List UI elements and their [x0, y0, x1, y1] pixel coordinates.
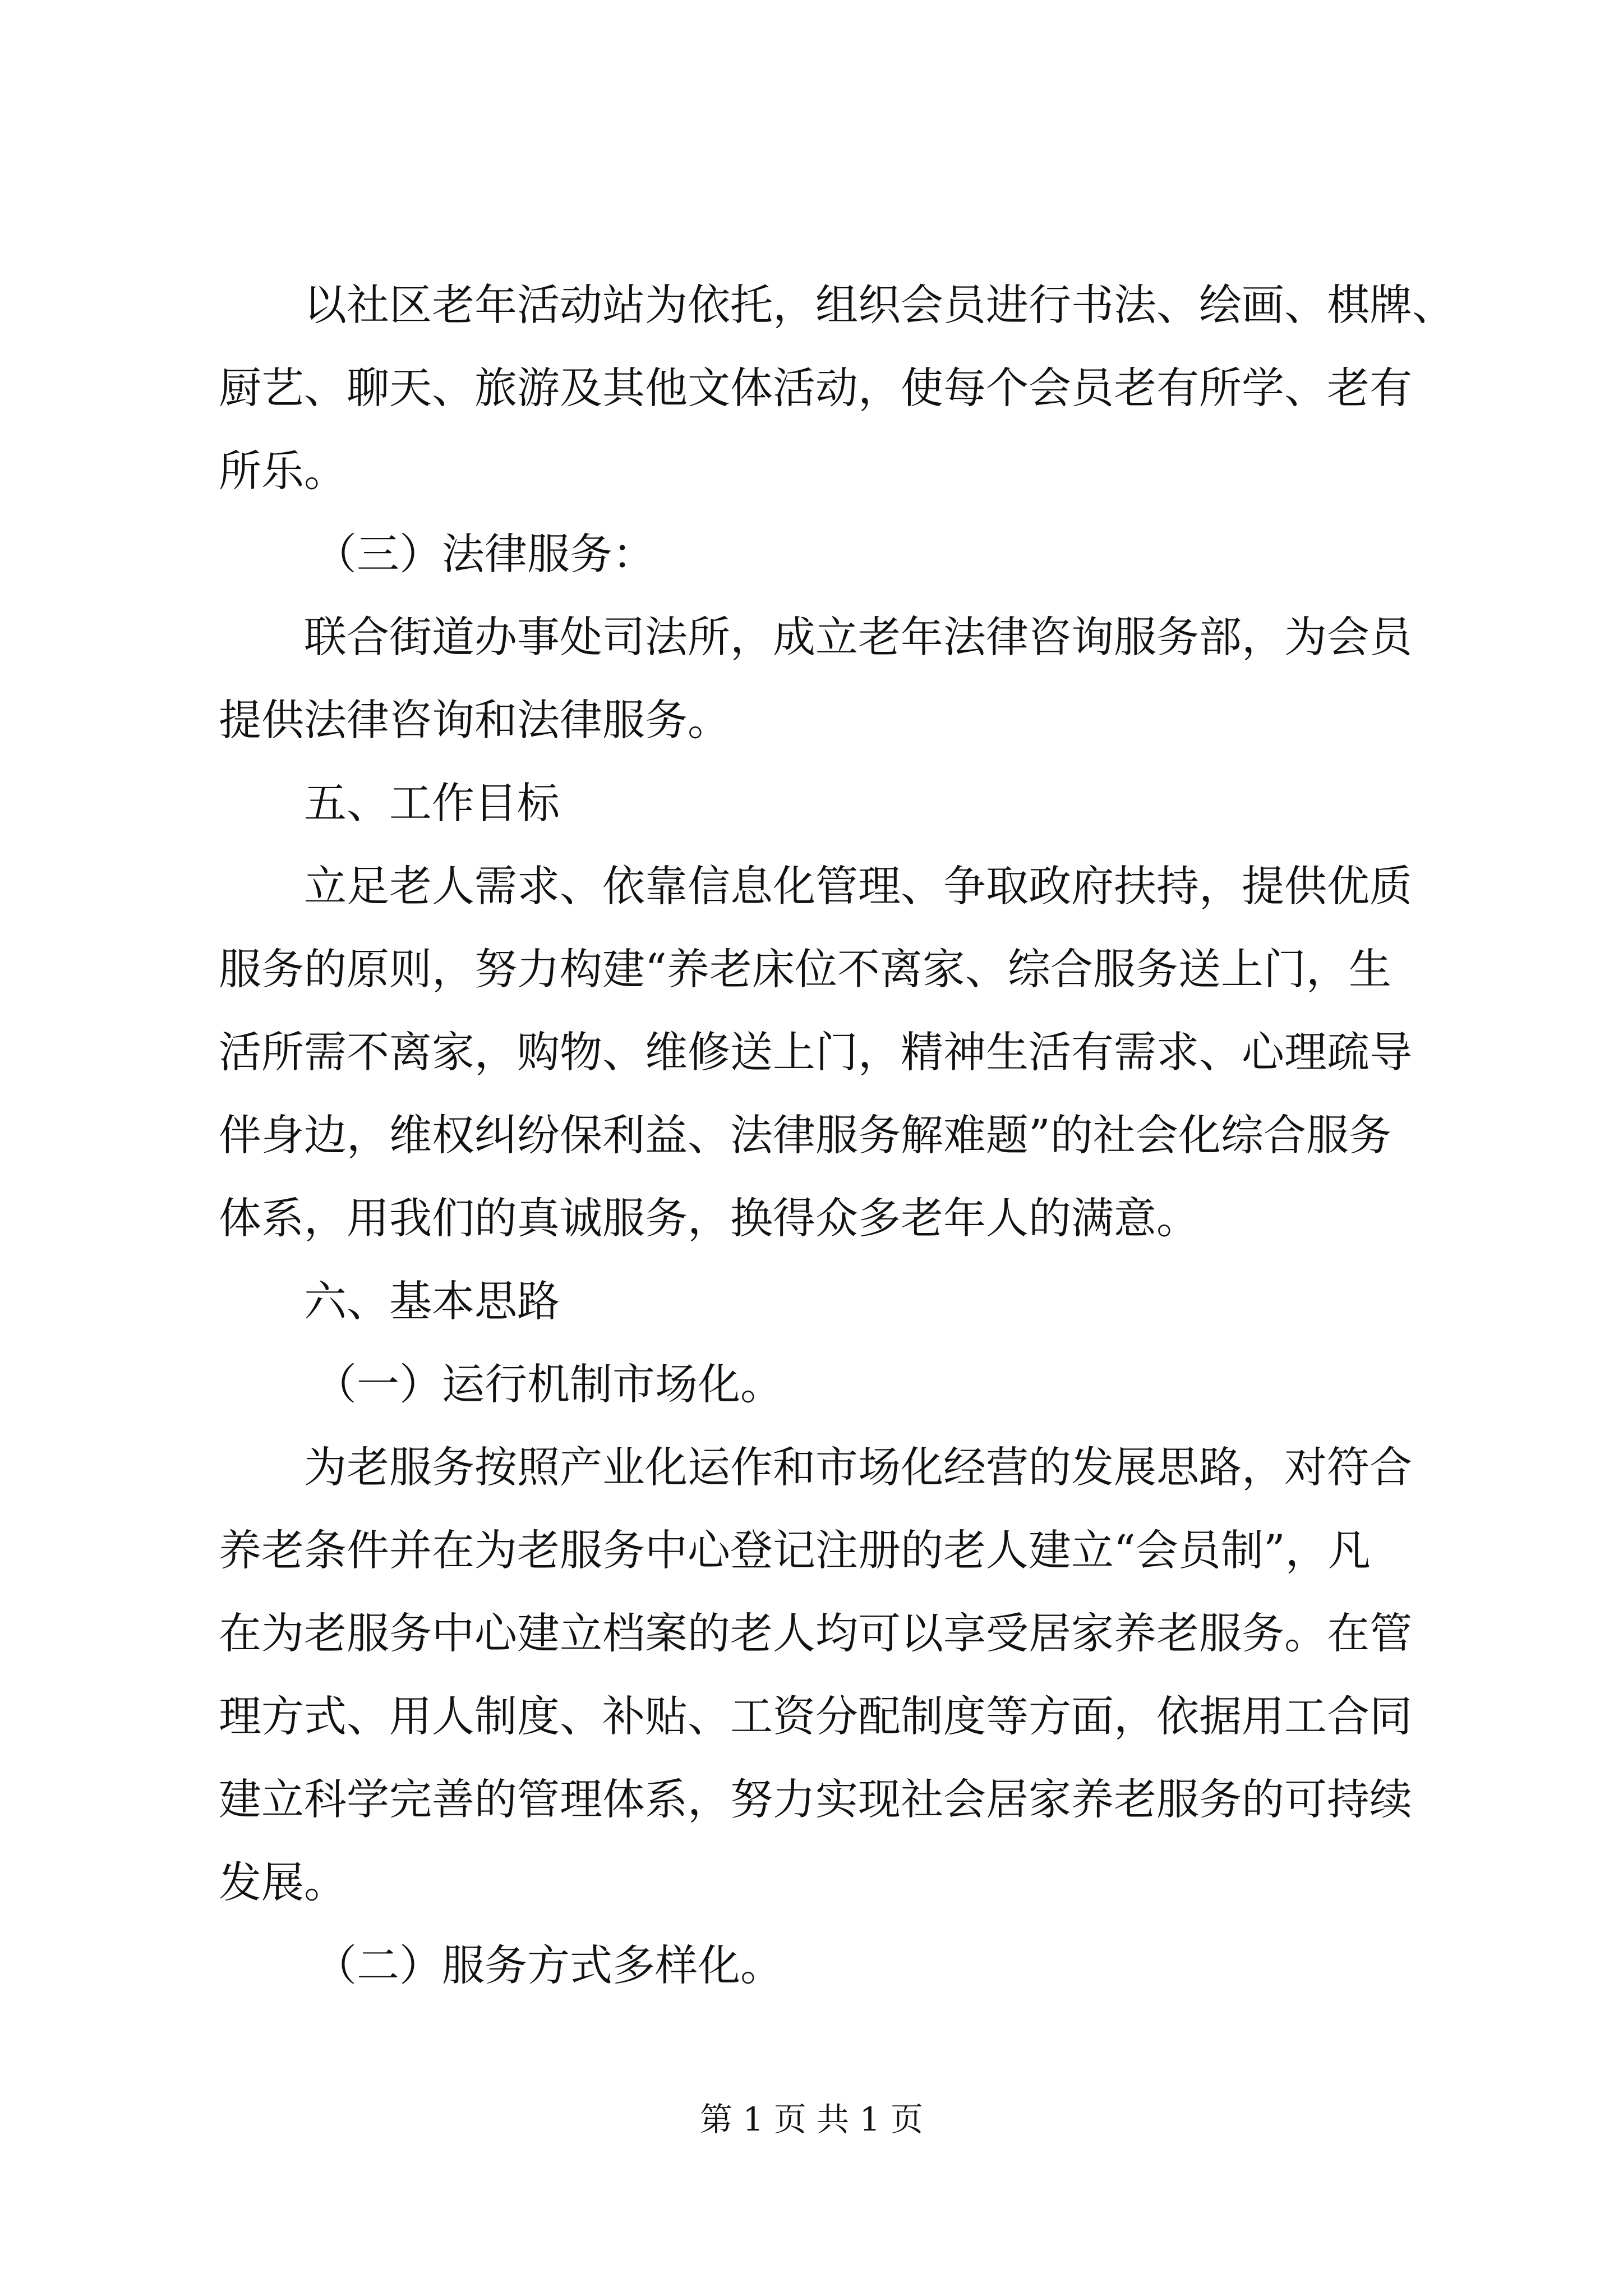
text-line: 服务的原则，努力构建“养老床位不离家、综合服务送上门，生: [219, 944, 1391, 994]
heading-basic-approach: [219, 1260, 1424, 1343]
text-line: 为老服务按照产业化运作和市场化经营的发展思路，对符合: [304, 1442, 1412, 1492]
text-line: 厨艺、聊天、旅游及其他文体活动，使每个会员老有所学、老有: [219, 363, 1412, 413]
heading-diverse-service: [219, 1924, 1424, 2007]
text-line: 伴身边，维权纠纷保利益、法律服务解难题”的社会化综合服务: [219, 1110, 1391, 1160]
heading-work-goals: [219, 762, 1424, 845]
text-line: （二）服务方式多样化。: [314, 1940, 783, 1990]
text-line: 五、工作目标: [304, 778, 560, 828]
text-line: 理方式、用人制度、补贴、工资分配制度等方面，依据用工合同: [219, 1691, 1412, 1741]
paragraph-market-mechanism: [219, 1426, 1424, 1924]
heading-market-mechanism: [219, 1343, 1424, 1426]
page-footer: 第 1 页 共 1 页: [700, 2100, 923, 2138]
paragraph-legal-services: [219, 596, 1424, 762]
text-line: 建立科学完善的管理体系，努力实现社会居家养老服务的可持续: [219, 1774, 1412, 1824]
heading-legal-services: [219, 513, 1424, 596]
text-line: 联合街道办事处司法所，成立老年法律咨询服务部，为会员: [304, 612, 1412, 662]
paragraph-work-goals: [219, 845, 1424, 1260]
text-line: （三）法律服务：: [314, 529, 655, 579]
text-line: （一）运行机制市场化。: [314, 1359, 783, 1409]
text-line: 活所需不离家，购物、维修送上门，精神生活有需求、心理疏导: [219, 1027, 1412, 1077]
text-line: 在为老服务中心建立档案的老人均可以享受居家养老服务。在管: [219, 1608, 1412, 1658]
document-body: [219, 264, 1455, 2007]
text-line: 六、基本思路: [304, 1276, 560, 1326]
text-line: 提供法律咨询和法律服务。: [219, 695, 730, 745]
text-line: 所乐。: [219, 446, 347, 496]
paragraph-activities: [219, 264, 1455, 513]
text-line: 发展。: [219, 1857, 347, 1907]
text-line: 养老条件并在为老服务中心登记注册的老人建立“会员制”，凡: [219, 1525, 1371, 1575]
text-line: 以社区老年活动站为依托，组织会员进行书法、绘画、棋牌、: [304, 280, 1455, 330]
text-line: 体系，用我们的真诚服务，换得众多老年人的满意。: [219, 1193, 1199, 1243]
text-line: 立足老人需求、依靠信息化管理、争取政府扶持，提供优质: [304, 861, 1412, 911]
